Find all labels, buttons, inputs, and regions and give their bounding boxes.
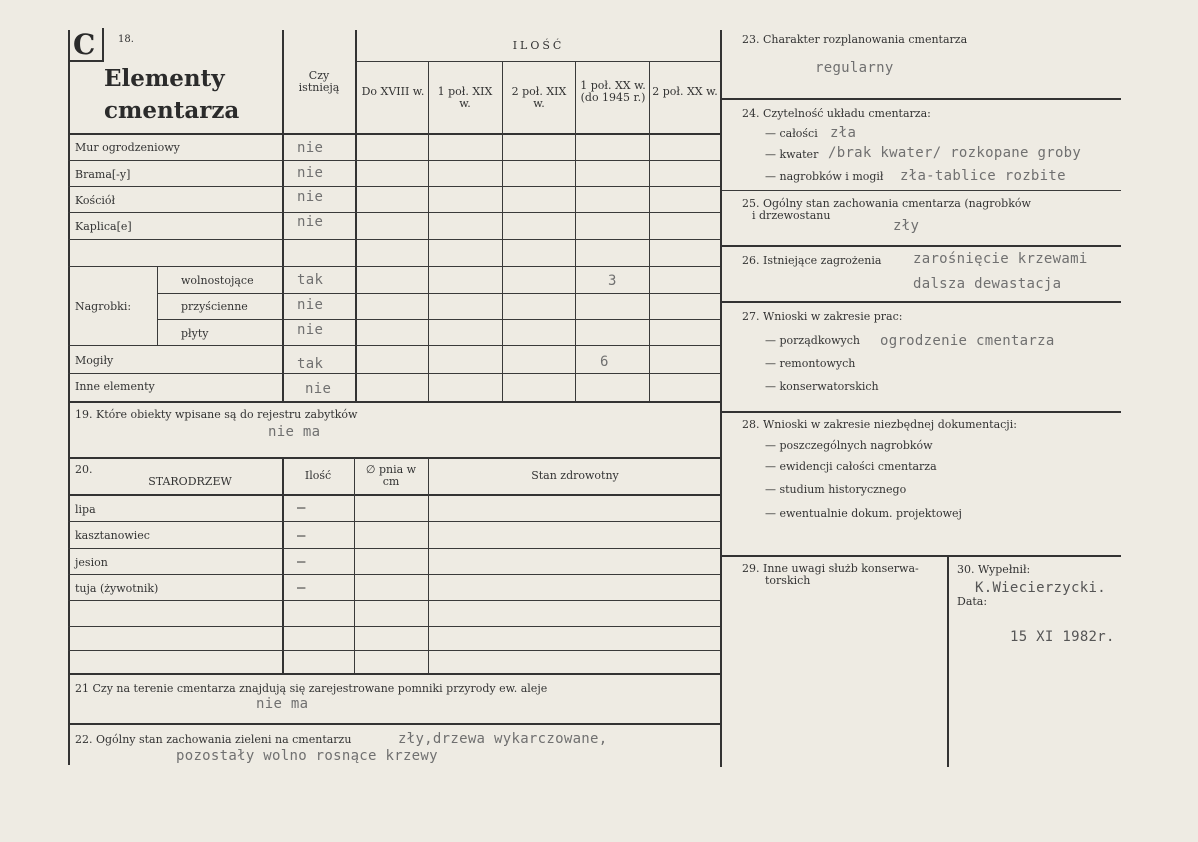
q24-bottom-line bbox=[722, 190, 1121, 191]
q21-bottom-line bbox=[68, 723, 720, 725]
row-label-wall-mounted: przyścienne bbox=[181, 300, 248, 313]
q20-row-line bbox=[68, 574, 720, 575]
section-title-line1: Elementy bbox=[104, 65, 225, 92]
exists-answer-gate: nie bbox=[297, 165, 324, 181]
q28-item-individual: — poszczególnych nagrobków bbox=[765, 439, 933, 452]
tree-qty-thuja: – bbox=[297, 580, 306, 596]
q30-date-label: Data: bbox=[957, 595, 988, 608]
row-label-graves: Mogiły bbox=[75, 354, 114, 367]
q27-item-conservation: — konserwatorskich bbox=[765, 380, 879, 393]
tree-name-thuja: tuja (żywotnik) bbox=[75, 582, 159, 595]
row-line bbox=[68, 373, 720, 374]
exists-answer-wall-mounted: nie bbox=[297, 297, 324, 313]
q28-bottom-line bbox=[722, 555, 1121, 557]
q25-label-line1: 25. Ogólny stan zachowania cmentarza (nagrobków bbox=[742, 197, 1031, 210]
row-label-slabs: płyty bbox=[181, 327, 209, 340]
section18-bottom-line bbox=[68, 401, 720, 403]
q19-answer: nie ma bbox=[268, 424, 321, 440]
q30-filled-by: K.Wiecierzycki. bbox=[975, 580, 1106, 596]
row-label-freestanding: wolnostojące bbox=[181, 274, 254, 287]
q27-item-cleanup: — porządkowych bbox=[765, 334, 860, 347]
row-line bbox=[68, 160, 720, 161]
q19-label: 19. Które obiekty wpisane są do rejestru zabytków bbox=[75, 408, 358, 421]
period-col-4 bbox=[649, 62, 650, 402]
q28-item-historical: — studium historycznego bbox=[765, 483, 907, 496]
q27-bottom-line bbox=[722, 411, 1121, 413]
q20-row-line bbox=[68, 521, 720, 522]
qty-answer-freestanding: 3 bbox=[608, 273, 617, 289]
section-letter: C bbox=[73, 28, 96, 61]
q29-q30-divider bbox=[947, 556, 949, 767]
q28-item-records: — ewidencji całości cmentarza bbox=[765, 460, 937, 473]
exists-col-left bbox=[282, 30, 284, 403]
row-line bbox=[158, 293, 720, 294]
period-header-3: 2 poł. XIX w. bbox=[511, 85, 567, 110]
q20-col-line bbox=[282, 458, 284, 673]
q22-label: 22. Ogólny stan zachowania zieleni na cmentarzu bbox=[75, 733, 352, 746]
exists-col-header: Czy istnieją bbox=[298, 69, 340, 94]
q20-col-name: STARODRZEW bbox=[148, 475, 232, 488]
exists-answer-slabs: nie bbox=[297, 322, 324, 338]
period-col-2 bbox=[502, 62, 503, 402]
row-label-chapel: Kaplica[e] bbox=[75, 220, 132, 233]
section-title-line2: cmentarza bbox=[104, 97, 240, 124]
q23-answer: regularny bbox=[815, 60, 894, 76]
row-label-church: Kościół bbox=[75, 194, 116, 207]
q20-row-line bbox=[68, 626, 720, 627]
q20-bottom-line bbox=[68, 673, 720, 675]
row-label-gate: Brama[-y] bbox=[75, 168, 131, 181]
q24-item-whole: — całości bbox=[765, 127, 818, 140]
row-label-nagrobki: Nagrobki: bbox=[75, 300, 132, 313]
q25-label-line2: i drzewostanu bbox=[752, 209, 831, 222]
q24-item-quarters: — kwater bbox=[765, 148, 819, 161]
q20-row-line bbox=[68, 548, 720, 549]
center-divider bbox=[720, 30, 722, 767]
q23-label: 23. Charakter rozplanowania cmentarza bbox=[742, 33, 968, 46]
period-header-5: 2 poł. XX w. bbox=[652, 85, 718, 98]
q27-item-repair: — remontowych bbox=[765, 357, 856, 370]
period-header-2: 1 poł. XIX w. bbox=[437, 85, 493, 110]
tree-name-linden: lipa bbox=[75, 503, 96, 516]
q21-answer: nie ma bbox=[256, 696, 309, 712]
qty-answer-graves: 6 bbox=[600, 354, 609, 370]
exists-answer-chapel: nie bbox=[297, 214, 324, 230]
q29-label-line1: 29. Inne uwagi służb konserwa- bbox=[742, 562, 919, 575]
q20-col-line bbox=[428, 458, 429, 673]
left-border bbox=[68, 30, 70, 765]
q26-answer-line1: zarośnięcie krzewami bbox=[913, 251, 1088, 267]
q19-bottom-line bbox=[68, 457, 720, 459]
exists-answer-freestanding: tak bbox=[297, 272, 324, 288]
q20-row-line bbox=[68, 650, 720, 651]
tree-name-chestnut: kasztanowiec bbox=[75, 529, 150, 542]
q20-col-line bbox=[354, 458, 355, 673]
row-line bbox=[68, 212, 720, 213]
q22-answer-line2: pozostały wolno rosnące krzewy bbox=[176, 748, 438, 764]
row-line bbox=[68, 239, 720, 240]
tree-qty-ash: – bbox=[297, 554, 306, 570]
q24-answer-tombstones: zła-tablice rozbite bbox=[900, 168, 1066, 184]
q24-answer-whole: zła bbox=[830, 125, 857, 141]
nagrobki-divider bbox=[157, 266, 158, 345]
exists-answer-graves: tak bbox=[297, 356, 324, 372]
tree-qty-linden: – bbox=[297, 500, 306, 516]
q28-label: 28. Wnioski w zakresie niezbędnej dokumentacji: bbox=[742, 418, 1017, 431]
row-line bbox=[68, 266, 720, 267]
qty-header-line bbox=[357, 61, 720, 62]
exists-answer-church: nie bbox=[297, 189, 324, 205]
row-line bbox=[68, 345, 720, 346]
tree-qty-chestnut: – bbox=[297, 528, 306, 544]
q30-date: 15 XI 1982r. bbox=[1010, 629, 1115, 645]
q26-answer-line2: dalsza dewastacja bbox=[913, 276, 1062, 292]
q20-col-health: Stan zdrowotny bbox=[531, 469, 619, 482]
row-line bbox=[158, 319, 720, 320]
q20-row-line bbox=[68, 600, 720, 601]
q24-item-tombstones: — nagrobków i mogił bbox=[765, 170, 884, 183]
row-label-other: Inne elementy bbox=[75, 380, 155, 393]
q20-header-line bbox=[68, 494, 720, 496]
q24-label: 24. Czytelność układu cmentarza: bbox=[742, 107, 931, 120]
q23-bottom-line bbox=[722, 98, 1121, 100]
header-bottom-line bbox=[68, 133, 720, 135]
section-number-18: 18. bbox=[118, 34, 134, 45]
period-col-1 bbox=[428, 62, 429, 402]
period-header-1: Do XVIII w. bbox=[361, 85, 425, 98]
q29-label-line2: torskich bbox=[765, 574, 811, 587]
q27-label: 27. Wnioski w zakresie prac: bbox=[742, 310, 903, 323]
tree-name-ash: jesion bbox=[75, 556, 108, 569]
q28-item-project: — ewentualnie dokum. projektowej bbox=[765, 507, 962, 520]
q22-answer-line1: zły,drzewa wykarczowane, bbox=[398, 731, 608, 747]
q20-col-qty: Ilość bbox=[304, 469, 332, 482]
exists-answer-other: nie bbox=[305, 381, 332, 397]
qty-header: ILOŚĆ bbox=[512, 39, 565, 52]
exists-answer-wall: nie bbox=[297, 140, 324, 156]
row-label-wall: Mur ogrodzeniowy bbox=[75, 141, 180, 154]
q21-label: 21 Czy na terenie cmentarza znajdują się zarejestrowane pomniki przyrody ew. aleje bbox=[75, 682, 548, 695]
q30-label: 30. Wypełnił: bbox=[957, 563, 1031, 576]
q26-bottom-line bbox=[722, 301, 1121, 303]
period-col-3 bbox=[575, 62, 576, 402]
q20-number: 20. bbox=[75, 463, 93, 476]
q26-label: 26. Istniejące zagrożenia bbox=[742, 254, 882, 267]
q25-bottom-line bbox=[722, 245, 1121, 247]
q20-col-diameter: ∅ pnia w cm bbox=[365, 463, 417, 488]
exists-col-right bbox=[355, 30, 357, 403]
q24-answer-quarters: /brak kwater/ rozkopane groby bbox=[828, 145, 1082, 161]
q27-answer-cleanup: ogrodzenie cmentarza bbox=[880, 333, 1055, 349]
period-header-4: 1 poł. XX w. (do 1945 r.) bbox=[580, 79, 646, 104]
q25-answer: zły bbox=[893, 218, 920, 234]
row-line bbox=[68, 186, 720, 187]
